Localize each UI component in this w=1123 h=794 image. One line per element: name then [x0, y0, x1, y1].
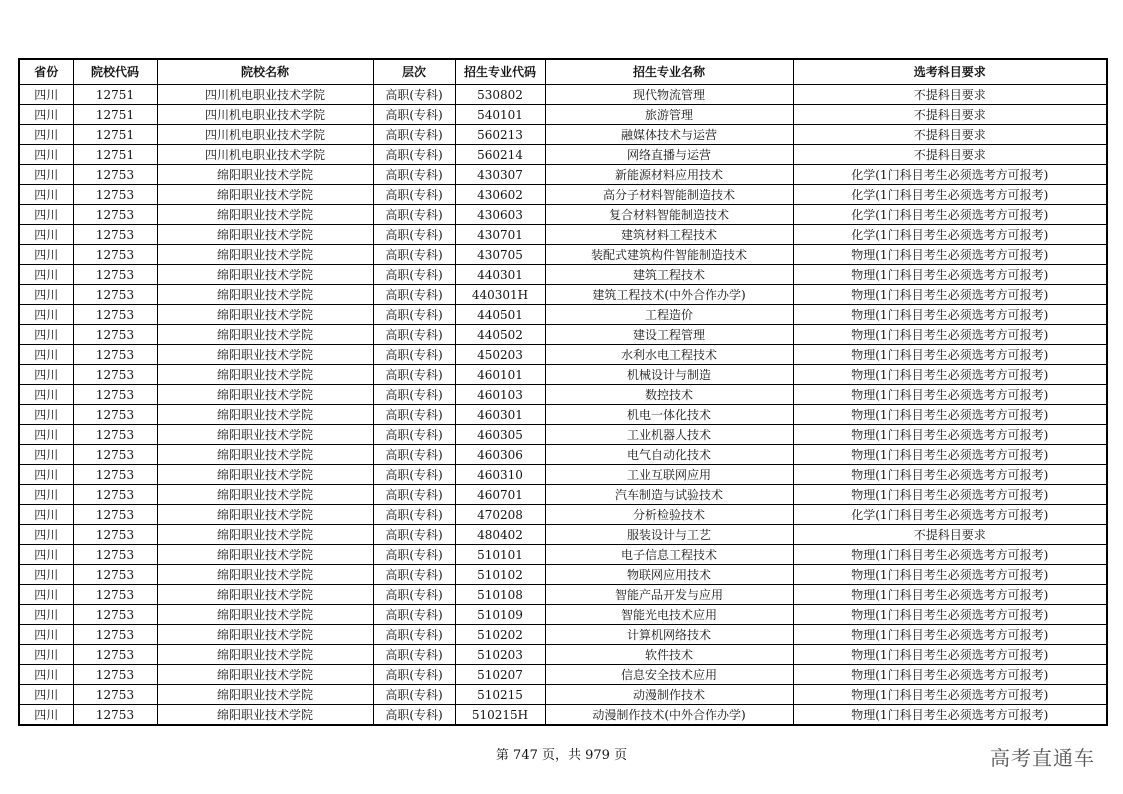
cell-major-code: 560213 [455, 125, 545, 145]
cell-major-name: 软件技术 [545, 645, 793, 665]
cell-level: 高职(专科) [373, 645, 455, 665]
cell-subject-requirement: 物理(1门科目考生必须选考方可报考) [793, 665, 1107, 685]
cell-school-name: 绵阳职业技术学院 [157, 585, 373, 605]
cell-school-code: 12753 [73, 185, 157, 205]
cell-subject-requirement: 物理(1门科目考生必须选考方可报考) [793, 385, 1107, 405]
cell-level: 高职(专科) [373, 665, 455, 685]
cell-major-code: 510215H [455, 705, 545, 726]
cell-school-code: 12753 [73, 605, 157, 625]
table-row [19, 465, 1107, 485]
cell-level: 高职(专科) [373, 705, 455, 726]
cell-school-name: 绵阳职业技术学院 [157, 545, 373, 565]
cell-major-code: 460306 [455, 445, 545, 465]
cell-school-code: 12753 [73, 225, 157, 245]
table-row [19, 545, 1107, 565]
cell-subject-requirement: 物理(1门科目考生必须选考方可报考) [793, 685, 1107, 705]
table-row [19, 365, 1107, 385]
cell-major-name: 动漫制作技术(中外合作办学) [545, 705, 793, 726]
cell-school-name: 绵阳职业技术学院 [157, 465, 373, 485]
cell-subject-requirement: 物理(1门科目考生必须选考方可报考) [793, 565, 1107, 585]
cell-major-code: 430705 [455, 245, 545, 265]
cell-school-code: 12753 [73, 265, 157, 285]
cell-school-name: 绵阳职业技术学院 [157, 625, 373, 645]
cell-level: 高职(专科) [373, 325, 455, 345]
cell-school-code: 12753 [73, 345, 157, 365]
table-row [19, 645, 1107, 665]
table-row [19, 205, 1107, 225]
cell-level: 高职(专科) [373, 305, 455, 325]
table-row [19, 85, 1107, 105]
cell-school-name: 绵阳职业技术学院 [157, 345, 373, 365]
cell-province: 四川 [19, 285, 73, 305]
cell-subject-requirement: 不提科目要求 [793, 145, 1107, 165]
cell-major-name: 电气自动化技术 [545, 445, 793, 465]
cell-school-name: 绵阳职业技术学院 [157, 205, 373, 225]
cell-school-name: 绵阳职业技术学院 [157, 685, 373, 705]
cell-subject-requirement: 不提科目要求 [793, 125, 1107, 145]
cell-school-code: 12751 [73, 105, 157, 125]
table-row [19, 685, 1107, 705]
cell-school-code: 12753 [73, 285, 157, 305]
table-header-row [19, 59, 1107, 85]
cell-province: 四川 [19, 445, 73, 465]
cell-major-name: 高分子材料智能制造技术 [545, 185, 793, 205]
cell-school-name: 绵阳职业技术学院 [157, 245, 373, 265]
cell-school-code: 12753 [73, 665, 157, 685]
header-subject-requirement: 选考科目要求 [793, 59, 1107, 85]
cell-major-name: 新能源材料应用技术 [545, 165, 793, 185]
header-school-name: 院校名称 [157, 59, 373, 85]
cell-level: 高职(专科) [373, 145, 455, 165]
cell-major-name: 物联网应用技术 [545, 565, 793, 585]
table-row [19, 125, 1107, 145]
cell-level: 高职(专科) [373, 165, 455, 185]
cell-major-name: 工程造价 [545, 305, 793, 325]
cell-school-name: 绵阳职业技术学院 [157, 285, 373, 305]
table-row [19, 705, 1107, 726]
cell-level: 高职(专科) [373, 625, 455, 645]
cell-major-name: 复合材料智能制造技术 [545, 205, 793, 225]
cell-school-name: 绵阳职业技术学院 [157, 225, 373, 245]
cell-school-code: 12753 [73, 625, 157, 645]
cell-province: 四川 [19, 345, 73, 365]
cell-province: 四川 [19, 245, 73, 265]
cell-school-name: 绵阳职业技术学院 [157, 565, 373, 585]
cell-school-code: 12753 [73, 705, 157, 726]
cell-subject-requirement: 物理(1门科目考生必须选考方可报考) [793, 345, 1107, 365]
cell-major-name: 旅游管理 [545, 105, 793, 125]
cell-major-name: 数控技术 [545, 385, 793, 405]
cell-major-name: 智能光电技术应用 [545, 605, 793, 625]
admissions-table [18, 58, 1108, 726]
cell-school-code: 12753 [73, 365, 157, 385]
cell-subject-requirement: 物理(1门科目考生必须选考方可报考) [793, 245, 1107, 265]
cell-major-code: 440301 [455, 265, 545, 285]
cell-major-name: 智能产品开发与应用 [545, 585, 793, 605]
table-row [19, 425, 1107, 445]
table-row [19, 405, 1107, 425]
cell-province: 四川 [19, 665, 73, 685]
table-row [19, 165, 1107, 185]
cell-major-name: 现代物流管理 [545, 85, 793, 105]
cell-major-code: 510102 [455, 565, 545, 585]
cell-subject-requirement: 物理(1门科目考生必须选考方可报考) [793, 425, 1107, 445]
cell-major-code: 510215 [455, 685, 545, 705]
cell-province: 四川 [19, 225, 73, 245]
cell-school-code: 12753 [73, 685, 157, 705]
table-row [19, 565, 1107, 585]
cell-major-code: 510108 [455, 585, 545, 605]
cell-level: 高职(专科) [373, 465, 455, 485]
cell-subject-requirement: 物理(1门科目考生必须选考方可报考) [793, 485, 1107, 505]
cell-school-code: 12753 [73, 545, 157, 565]
cell-school-name: 绵阳职业技术学院 [157, 445, 373, 465]
cell-level: 高职(专科) [373, 225, 455, 245]
cell-level: 高职(专科) [373, 605, 455, 625]
cell-subject-requirement: 物理(1门科目考生必须选考方可报考) [793, 285, 1107, 305]
cell-province: 四川 [19, 385, 73, 405]
table-row [19, 585, 1107, 605]
cell-major-code: 510202 [455, 625, 545, 645]
cell-school-code: 12753 [73, 425, 157, 445]
cell-school-name: 绵阳职业技术学院 [157, 365, 373, 385]
cell-school-name: 四川机电职业技术学院 [157, 85, 373, 105]
cell-school-code: 12753 [73, 585, 157, 605]
cell-subject-requirement: 物理(1门科目考生必须选考方可报考) [793, 405, 1107, 425]
cell-subject-requirement: 物理(1门科目考生必须选考方可报考) [793, 265, 1107, 285]
cell-province: 四川 [19, 625, 73, 645]
cell-school-code: 12753 [73, 205, 157, 225]
cell-school-name: 绵阳职业技术学院 [157, 485, 373, 505]
cell-province: 四川 [19, 165, 73, 185]
cell-major-name: 建筑工程技术 [545, 265, 793, 285]
cell-level: 高职(专科) [373, 185, 455, 205]
cell-school-code: 12753 [73, 385, 157, 405]
cell-province: 四川 [19, 425, 73, 445]
cell-level: 高职(专科) [373, 125, 455, 145]
header-province: 省份 [19, 59, 73, 85]
cell-major-code: 470208 [455, 505, 545, 525]
cell-school-code: 12753 [73, 485, 157, 505]
cell-school-name: 绵阳职业技术学院 [157, 645, 373, 665]
cell-major-code: 510203 [455, 645, 545, 665]
cell-subject-requirement: 不提科目要求 [793, 525, 1107, 545]
cell-school-name: 绵阳职业技术学院 [157, 425, 373, 445]
cell-level: 高职(专科) [373, 105, 455, 125]
cell-level: 高职(专科) [373, 505, 455, 525]
cell-major-name: 工业机器人技术 [545, 425, 793, 445]
cell-subject-requirement: 物理(1门科目考生必须选考方可报考) [793, 365, 1107, 385]
table-row [19, 325, 1107, 345]
cell-level: 高职(专科) [373, 285, 455, 305]
cell-subject-requirement: 化学(1门科目考生必须选考方可报考) [793, 185, 1107, 205]
cell-province: 四川 [19, 325, 73, 345]
cell-subject-requirement: 不提科目要求 [793, 85, 1107, 105]
table-row [19, 305, 1107, 325]
watermark: 高考直通车 [990, 746, 1095, 770]
cell-school-name: 四川机电职业技术学院 [157, 125, 373, 145]
cell-school-code: 12753 [73, 465, 157, 485]
cell-level: 高职(专科) [373, 565, 455, 585]
table-row [19, 145, 1107, 165]
cell-major-code: 440301H [455, 285, 545, 305]
cell-major-name: 建筑工程技术(中外合作办学) [545, 285, 793, 305]
table-row [19, 265, 1107, 285]
cell-school-code: 12753 [73, 245, 157, 265]
cell-level: 高职(专科) [373, 445, 455, 465]
cell-major-code: 430602 [455, 185, 545, 205]
cell-major-code: 460101 [455, 365, 545, 385]
cell-school-name: 绵阳职业技术学院 [157, 265, 373, 285]
cell-major-code: 510101 [455, 545, 545, 565]
cell-major-code: 480402 [455, 525, 545, 545]
cell-level: 高职(专科) [373, 525, 455, 545]
cell-major-name: 网络直播与运营 [545, 145, 793, 165]
cell-province: 四川 [19, 645, 73, 665]
table-row [19, 245, 1107, 265]
cell-subject-requirement: 不提科目要求 [793, 105, 1107, 125]
page-number: 第 747 页，共 979 页 [495, 748, 628, 763]
cell-province: 四川 [19, 125, 73, 145]
cell-major-name: 服装设计与工艺 [545, 525, 793, 545]
header-school-code: 院校代码 [73, 59, 157, 85]
cell-major-code: 460310 [455, 465, 545, 485]
cell-major-code: 430307 [455, 165, 545, 185]
cell-major-code: 460103 [455, 385, 545, 405]
cell-major-code: 510109 [455, 605, 545, 625]
cell-level: 高职(专科) [373, 265, 455, 285]
cell-major-code: 530802 [455, 85, 545, 105]
cell-major-code: 430603 [455, 205, 545, 225]
cell-province: 四川 [19, 305, 73, 325]
cell-major-name: 机械设计与制造 [545, 365, 793, 385]
header-major-name: 招生专业名称 [545, 59, 793, 85]
cell-school-code: 12751 [73, 85, 157, 105]
table-row [19, 665, 1107, 685]
cell-province: 四川 [19, 485, 73, 505]
table-row [19, 525, 1107, 545]
cell-level: 高职(专科) [373, 585, 455, 605]
cell-major-code: 440502 [455, 325, 545, 345]
cell-major-name: 建筑材料工程技术 [545, 225, 793, 245]
cell-province: 四川 [19, 145, 73, 165]
table-row [19, 485, 1107, 505]
cell-major-name: 计算机网络技术 [545, 625, 793, 645]
cell-level: 高职(专科) [373, 365, 455, 385]
cell-major-name: 信息安全技术应用 [545, 665, 793, 685]
cell-major-name: 汽车制造与试验技术 [545, 485, 793, 505]
cell-major-code: 510207 [455, 665, 545, 685]
table-row [19, 345, 1107, 365]
cell-school-name: 四川机电职业技术学院 [157, 105, 373, 125]
table-row [19, 285, 1107, 305]
cell-major-name: 工业互联网应用 [545, 465, 793, 485]
cell-school-code: 12753 [73, 405, 157, 425]
cell-level: 高职(专科) [373, 405, 455, 425]
header-major-code: 招生专业代码 [455, 59, 545, 85]
cell-province: 四川 [19, 405, 73, 425]
cell-school-name: 四川机电职业技术学院 [157, 145, 373, 165]
cell-subject-requirement: 物理(1门科目考生必须选考方可报考) [793, 705, 1107, 726]
cell-major-name: 电子信息工程技术 [545, 545, 793, 565]
cell-school-code: 12751 [73, 145, 157, 165]
cell-school-code: 12753 [73, 165, 157, 185]
cell-school-name: 绵阳职业技术学院 [157, 405, 373, 425]
cell-level: 高职(专科) [373, 245, 455, 265]
cell-level: 高职(专科) [373, 685, 455, 705]
cell-province: 四川 [19, 525, 73, 545]
cell-province: 四川 [19, 465, 73, 485]
cell-subject-requirement: 物理(1门科目考生必须选考方可报考) [793, 305, 1107, 325]
cell-level: 高职(专科) [373, 385, 455, 405]
cell-major-code: 450203 [455, 345, 545, 365]
cell-subject-requirement: 物理(1门科目考生必须选考方可报考) [793, 605, 1107, 625]
cell-subject-requirement: 物理(1门科目考生必须选考方可报考) [793, 545, 1107, 565]
cell-major-name: 水利水电工程技术 [545, 345, 793, 365]
table-row [19, 185, 1107, 205]
cell-province: 四川 [19, 685, 73, 705]
table-row [19, 625, 1107, 645]
cell-school-name: 绵阳职业技术学院 [157, 605, 373, 625]
cell-level: 高职(专科) [373, 485, 455, 505]
cell-province: 四川 [19, 265, 73, 285]
cell-major-code: 460305 [455, 425, 545, 445]
cell-major-code: 430701 [455, 225, 545, 245]
cell-major-code: 560214 [455, 145, 545, 165]
cell-school-name: 绵阳职业技术学院 [157, 385, 373, 405]
cell-major-name: 机电一体化技术 [545, 405, 793, 425]
cell-subject-requirement: 化学(1门科目考生必须选考方可报考) [793, 165, 1107, 185]
cell-province: 四川 [19, 605, 73, 625]
cell-major-code: 460701 [455, 485, 545, 505]
cell-school-code: 12753 [73, 525, 157, 545]
cell-school-name: 绵阳职业技术学院 [157, 705, 373, 726]
cell-major-name: 动漫制作技术 [545, 685, 793, 705]
cell-province: 四川 [19, 545, 73, 565]
cell-subject-requirement: 化学(1门科目考生必须选考方可报考) [793, 505, 1107, 525]
cell-province: 四川 [19, 585, 73, 605]
table-row [19, 445, 1107, 465]
cell-major-name: 装配式建筑构件智能制造技术 [545, 245, 793, 265]
cell-school-code: 12753 [73, 305, 157, 325]
cell-school-code: 12753 [73, 645, 157, 665]
cell-subject-requirement: 物理(1门科目考生必须选考方可报考) [793, 625, 1107, 645]
table-row [19, 605, 1107, 625]
cell-subject-requirement: 物理(1门科目考生必须选考方可报考) [793, 465, 1107, 485]
cell-subject-requirement: 物理(1门科目考生必须选考方可报考) [793, 645, 1107, 665]
cell-major-code: 440501 [455, 305, 545, 325]
cell-school-code: 12753 [73, 325, 157, 345]
cell-province: 四川 [19, 205, 73, 225]
cell-level: 高职(专科) [373, 205, 455, 225]
cell-province: 四川 [19, 505, 73, 525]
cell-level: 高职(专科) [373, 345, 455, 365]
cell-school-code: 12751 [73, 125, 157, 145]
cell-major-code: 460301 [455, 405, 545, 425]
cell-school-name: 绵阳职业技术学院 [157, 525, 373, 545]
cell-school-name: 绵阳职业技术学院 [157, 185, 373, 205]
cell-school-name: 绵阳职业技术学院 [157, 505, 373, 525]
cell-subject-requirement: 物理(1门科目考生必须选考方可报考) [793, 445, 1107, 465]
cell-province: 四川 [19, 565, 73, 585]
cell-subject-requirement: 化学(1门科目考生必须选考方可报考) [793, 225, 1107, 245]
table-row [19, 505, 1107, 525]
cell-province: 四川 [19, 85, 73, 105]
table-body [19, 85, 1107, 726]
cell-major-name: 建设工程管理 [545, 325, 793, 345]
cell-school-name: 绵阳职业技术学院 [157, 165, 373, 185]
table-row [19, 105, 1107, 125]
cell-level: 高职(专科) [373, 545, 455, 565]
cell-school-name: 绵阳职业技术学院 [157, 325, 373, 345]
cell-major-name: 分析检验技术 [545, 505, 793, 525]
cell-province: 四川 [19, 185, 73, 205]
cell-province: 四川 [19, 365, 73, 385]
cell-school-name: 绵阳职业技术学院 [157, 665, 373, 685]
table-row [19, 225, 1107, 245]
cell-level: 高职(专科) [373, 425, 455, 445]
cell-school-code: 12753 [73, 445, 157, 465]
cell-subject-requirement: 物理(1门科目考生必须选考方可报考) [793, 585, 1107, 605]
table-row [19, 385, 1107, 405]
cell-school-name: 绵阳职业技术学院 [157, 305, 373, 325]
cell-province: 四川 [19, 705, 73, 726]
cell-subject-requirement: 物理(1门科目考生必须选考方可报考) [793, 325, 1107, 345]
cell-school-code: 12753 [73, 565, 157, 585]
cell-school-code: 12753 [73, 505, 157, 525]
cell-level: 高职(专科) [373, 85, 455, 105]
cell-subject-requirement: 化学(1门科目考生必须选考方可报考) [793, 205, 1107, 225]
header-level: 层次 [373, 59, 455, 85]
cell-province: 四川 [19, 105, 73, 125]
cell-major-name: 融媒体技术与运营 [545, 125, 793, 145]
cell-major-code: 540101 [455, 105, 545, 125]
